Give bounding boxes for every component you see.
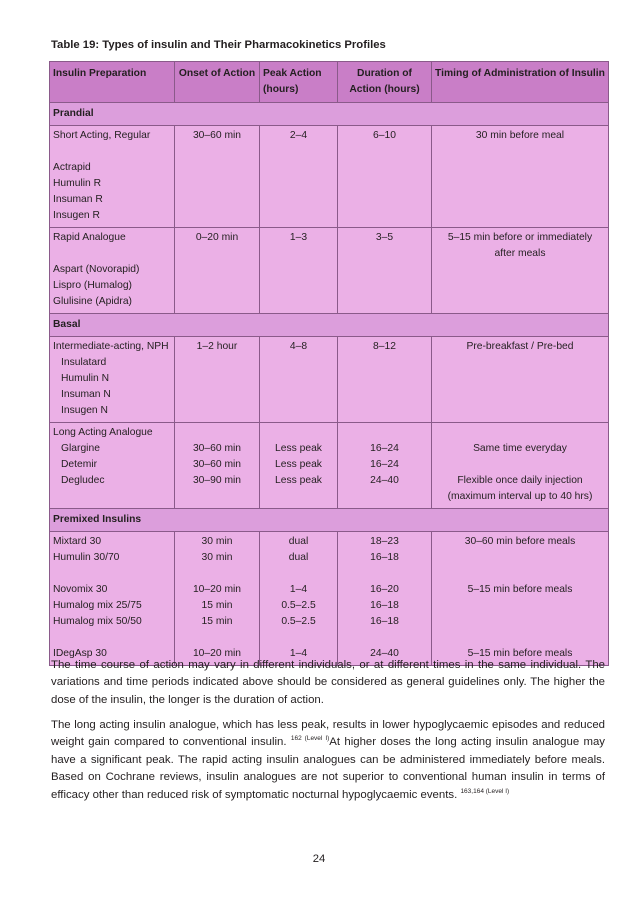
cell-line: 16–24 (370, 459, 399, 470)
cell-line: Novomix 30 (53, 584, 108, 595)
cell-line: 0–20 min (195, 232, 239, 243)
cell-line: Aspart (Novorapid) (53, 264, 140, 275)
cell-line (435, 566, 605, 582)
group-title: Basal (50, 314, 609, 337)
cell-line: 30–60 min (192, 130, 242, 141)
cell-line: 16–18 (370, 616, 399, 627)
cell-peak (260, 423, 338, 509)
group-row (50, 509, 609, 532)
cell-timing (432, 337, 609, 423)
header-peak: Peak Action (hours) (260, 62, 338, 103)
cell-line: 4–8 (289, 341, 308, 352)
header-timing: Timing of Administration of Insulin (432, 62, 609, 103)
cell-line: dual (288, 536, 309, 547)
group-title: Prandial (50, 103, 609, 126)
cell-line: Glargine (61, 443, 100, 454)
cell-line (341, 630, 428, 646)
cell-timing (432, 228, 609, 314)
cell-line (53, 566, 171, 582)
cell-line: 30–90 min (192, 475, 242, 486)
cell-line: 30 min before meal (475, 130, 565, 141)
cell-line: Humalog mix 50/50 (53, 616, 142, 627)
cell-duration (338, 228, 432, 314)
cell-timing (432, 532, 609, 666)
group-row (50, 103, 609, 126)
cell-line: 16–24 (370, 443, 399, 454)
cell-line (178, 630, 256, 646)
cell-line: 30–60 min before meals (464, 536, 576, 547)
cell-onset (175, 532, 260, 666)
page-number: 24 (312, 853, 326, 865)
cell-line: 10–20 min (192, 584, 242, 595)
cell-preparation (50, 228, 175, 314)
cell-line: 16–20 (370, 584, 399, 595)
cell-line (53, 630, 171, 646)
cell-duration (338, 423, 432, 509)
cell-line (263, 425, 334, 441)
cell-line (435, 457, 605, 473)
cell-line: Lispro (Humalog) (53, 280, 132, 291)
cell-line: 24–40 (370, 648, 399, 659)
cell-line: Insulatard (61, 357, 107, 368)
cell-line: 2–4 (289, 130, 308, 141)
cell-line: Less peak (275, 443, 322, 454)
cell-timing (432, 126, 609, 228)
table-row (50, 126, 609, 228)
cell-line (263, 630, 334, 646)
cell-line: 10–20 min (192, 648, 242, 659)
cell-line: Humulin N (61, 373, 110, 384)
cell-line: 16–18 (370, 552, 399, 563)
cell-line: Long Acting Analogue (53, 427, 153, 438)
paragraph-long-acting (51, 717, 605, 804)
cell-line: 0.5–2.5 (281, 600, 316, 611)
cell-line (178, 425, 256, 441)
cell-line: 24–40 (370, 475, 399, 486)
cell-peak (260, 532, 338, 666)
cell-line: Insugen N (61, 405, 108, 416)
paragraph-text-a: The long acting insulin analogue, which has less peak, results in lower hypoglycaemic episodes and reduced weight gain compared to conventional insulin. (51, 719, 605, 749)
cell-line: Glulisine (Apidra) (53, 296, 132, 307)
cell-line (53, 246, 171, 262)
cell-line (435, 630, 605, 646)
cell-line: Less peak (275, 475, 322, 486)
cell-duration (338, 532, 432, 666)
cell-line: 1–4 (289, 648, 308, 659)
cell-line: Actrapid (53, 162, 91, 173)
group-row (50, 314, 609, 337)
cell-line: 1–2 hour (196, 341, 238, 352)
cell-onset (175, 337, 260, 423)
table-row (50, 337, 609, 423)
cell-line (435, 425, 605, 441)
cell-line: 6–10 (373, 130, 396, 141)
cell-line (178, 566, 256, 582)
cell-line: 1–3 (289, 232, 308, 243)
cell-line: Insuman R (53, 194, 103, 205)
cell-line (341, 566, 428, 582)
cell-line: Less peak (275, 459, 322, 470)
insulin-table (49, 61, 609, 666)
cell-line (435, 550, 605, 566)
cell-line (435, 614, 605, 630)
cell-line: 18–23 (370, 536, 399, 547)
cell-line: 30 min (201, 552, 233, 563)
cell-line: Humalog mix 25/75 (53, 600, 142, 611)
reference-b: 163,164 (Level I) (460, 787, 510, 795)
cell-line: Insuman N (61, 389, 111, 400)
cell-peak (260, 126, 338, 228)
cell-preparation (50, 423, 175, 509)
cell-onset (175, 126, 260, 228)
cell-line: after meals (494, 248, 546, 259)
cell-peak (260, 228, 338, 314)
reference-a: 162 (Level I) (290, 735, 330, 743)
cell-line: 3–5 (375, 232, 394, 243)
paragraph-text-b: At higher doses the long acting insulin analogue may have a significant peak. The rapid acting insulin analogues can be administered immediately before meals. Based on Cochrane reviews, insulin analogues are not superior to conventional human insulin in terms of efficacy other than reduced risk of symptomatic nocturnal hypoglycaemic events. (51, 736, 606, 801)
cell-line: Short Acting, Regular (53, 130, 151, 141)
cell-line: Humulin 30/70 (53, 552, 120, 563)
cell-line (341, 425, 428, 441)
cell-line: 0.5–2.5 (281, 616, 316, 627)
cell-duration (338, 337, 432, 423)
cell-line: 5–15 min before meals (467, 584, 573, 595)
cell-line (263, 566, 334, 582)
cell-line: IDegAsp 30 (53, 648, 107, 659)
cell-line: Detemir (61, 459, 98, 470)
cell-preparation (50, 126, 175, 228)
group-title: Premixed Insulins (50, 509, 609, 532)
cell-preparation (50, 532, 175, 666)
cell-onset (175, 423, 260, 509)
cell-duration (338, 126, 432, 228)
cell-line: dual (288, 552, 309, 563)
cell-line: Flexible once daily injection (457, 475, 583, 486)
table-row (50, 423, 609, 509)
cell-line: 30 min (201, 536, 233, 547)
cell-line: 15 min (201, 616, 233, 627)
table-row (50, 228, 609, 314)
header-insulin-preparation: Insulin Preparation (50, 62, 175, 103)
cell-line: Insugen R (53, 210, 100, 221)
cell-line: 5–15 min before meals (467, 648, 573, 659)
cell-line: 15 min (201, 600, 233, 611)
table-row (50, 532, 609, 666)
cell-line: 8–12 (373, 341, 396, 352)
cell-line: Pre-breakfast / Pre-bed (466, 341, 574, 352)
cell-line: 16–18 (370, 600, 399, 611)
cell-line: 30–60 min (192, 443, 242, 454)
cell-preparation (50, 337, 175, 423)
table-header-row (50, 62, 609, 103)
header-onset: Onset of Action (175, 62, 260, 103)
header-duration: Duration of Action (hours) (338, 62, 432, 103)
cell-line: 5–15 min before or immediately (447, 232, 593, 243)
cell-line: 1–4 (289, 584, 308, 595)
cell-line: Rapid Analogue (53, 232, 126, 243)
cell-line: Degludec (61, 475, 105, 486)
paragraph-time-course: The time course of action may vary in different individuals, or at different times in the same individual. The variations and time periods indicated above should be considered as general guidelines only. The higher the dose of the insulin, the longer is the duration of action. (51, 659, 605, 706)
cell-line: Humulin R (53, 178, 102, 189)
cell-line: 30–60 min (192, 459, 242, 470)
cell-line: Same time everyday (473, 443, 567, 454)
cell-line: Intermediate-acting, NPH (53, 341, 169, 352)
cell-line (53, 144, 171, 160)
cell-line (435, 598, 605, 614)
cell-onset (175, 228, 260, 314)
cell-peak (260, 337, 338, 423)
table-body (50, 103, 609, 666)
cell-line: (maximum interval up to 40 hrs) (447, 491, 593, 502)
cell-line: Mixtard 30 (53, 536, 102, 547)
cell-timing (432, 423, 609, 509)
table-caption: Table 19: Types of insulin and Their Pharmacokinetics Profiles (51, 39, 386, 51)
